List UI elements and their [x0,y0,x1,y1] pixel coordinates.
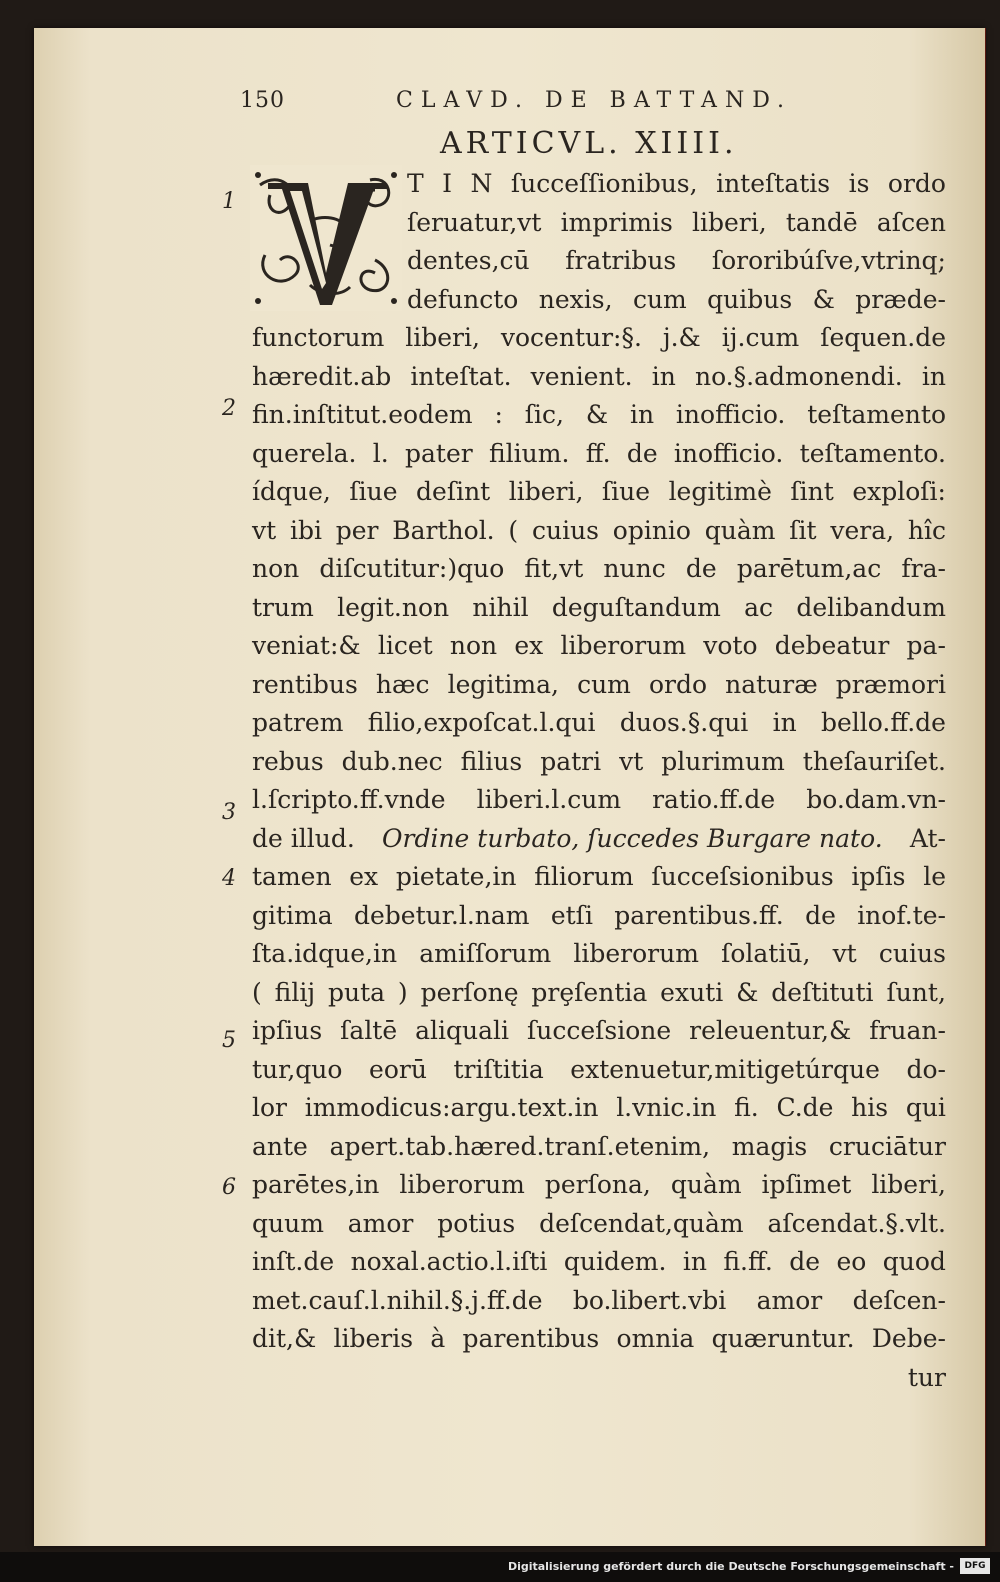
page-header [240,88,960,122]
catchword: tur [907,1362,946,1392]
word: filius [460,746,523,776]
word: inofficio. [673,438,784,468]
word: l. [372,438,389,468]
word: veniat:& [252,631,361,660]
word: ipſis [851,862,906,891]
word: vera, [830,515,895,545]
word: hæc [375,669,430,699]
word: bo.libert.vbi [572,1285,727,1315]
body-text [252,165,946,1397]
word: ſiue [601,477,651,506]
word: fi. [734,1093,759,1122]
word: naturæ [725,669,818,699]
word: duos.§.qui [619,708,749,737]
word: filio,expoſcat.l.qui [367,708,596,737]
word: ex [349,862,379,891]
word: liberorum [573,939,699,968]
word: pater [405,438,473,468]
text-line [252,666,946,705]
word: nihil [472,592,529,622]
word: theſauriſet. [802,746,946,776]
word: vocentur:§. [500,323,642,352]
word: legitima, [447,669,559,699]
word: quàm [670,1170,742,1199]
word: filiorum [534,862,634,891]
text-line [252,897,946,936]
word: ordo [887,169,946,198]
word: ) [397,977,408,1007]
word: in [921,361,946,391]
text-line [252,550,946,589]
word: patrem [252,708,344,737]
word: ex [514,631,544,660]
word: deſint [416,477,491,506]
text-line [252,589,946,628]
word: ratio.ff.de [652,785,776,814]
digitization-footer [0,1552,1000,1582]
text-line [252,743,946,782]
word: liberi, [692,207,767,237]
word: hîc [907,515,946,545]
article-title: ARTICVL. XIIII. [440,126,738,161]
word: amor [347,1208,414,1238]
word: dub.nec [341,746,443,776]
word: diſcutitur:)quo [319,554,505,583]
word: præde- [855,284,946,314]
word: ſucceſsione [527,1016,672,1045]
italic-verse: Ordine turbato, ſuccedes Burgare nato. [382,823,883,853]
text-line [252,242,946,281]
text-line [252,781,946,820]
word: N [470,169,493,198]
word: ſeruatur,vt [407,207,542,237]
word: teſtamento. [799,438,946,468]
word: nunc [603,554,666,583]
text-line [252,1012,946,1051]
word: quidem. [563,1247,667,1276]
word: ſiue [349,477,398,506]
word: aliquali [415,1016,510,1045]
word: deſcendat,quàm [539,1208,744,1238]
text-line [252,281,946,320]
word: liberi, [508,477,584,506]
word: parētes,in [252,1170,380,1199]
word: triſtitia [453,1054,544,1084]
text-segment: de illud. [252,823,355,853]
text-line [252,165,946,204]
text-segment: At- [909,823,946,853]
word: potius [437,1208,516,1238]
word: ſequen.de [820,323,946,352]
word: fratribus [565,246,677,275]
word: & [585,400,609,429]
word: ff. [585,438,611,468]
text-line [252,396,946,435]
word: le [923,862,946,891]
word: Debe- [871,1324,946,1353]
word: voto [703,631,758,660]
word: defuncto [407,284,519,314]
dfg-logo: DFG [960,1558,990,1574]
word: bo.dam.vn- [806,785,946,814]
word: qui [905,1093,946,1122]
text-line [252,358,946,397]
text-line [252,1051,946,1090]
word: tur,quo [252,1054,343,1084]
word: magis [731,1131,808,1161]
word: filij [274,977,316,1007]
word: ( [252,977,262,1007]
text-line [252,1320,946,1359]
word: pietate,in [395,862,517,891]
word: liberi, [405,323,480,352]
word: prȩſentia [531,977,648,1007]
word: ſit [789,515,817,545]
word: cruciātur [828,1131,946,1161]
word: tamen [252,862,332,891]
word: perſona, [544,1170,651,1199]
word: inteſtatis [716,169,831,198]
text-line [252,974,946,1013]
word: hæredit.ab [252,361,392,391]
word: vt [619,746,644,776]
margin-number-4: 4 [222,866,236,891]
word: præmori [835,669,946,699]
word: à [430,1324,446,1353]
word: ſororibúſve,vtrinq; [711,246,946,275]
word: querela. [252,438,357,468]
margin-number-2: 2 [222,396,236,421]
word: ſucceſſionibus, [510,169,698,198]
word: fruan- [869,1016,946,1045]
margin-number-5: 5 [222,1028,236,1053]
word: inteſtat. [410,361,512,391]
word: amor [756,1285,823,1315]
word: de [805,900,836,930]
word: his [851,1093,889,1122]
text-line [252,435,946,474]
word: fra- [901,554,946,583]
word: amiſſorum [419,939,552,968]
word: & [812,284,835,314]
word: dentes,cū [407,246,530,275]
word: pa- [906,631,946,660]
text-line [252,319,946,358]
text-line-with-verse [252,820,946,859]
word: & [736,977,759,1007]
word: bello.ff.de [821,708,946,737]
word: omnia [616,1324,695,1353]
word: trum [252,592,314,622]
word: releuentur,& [689,1016,852,1045]
word: imprimis [560,207,673,237]
word: delibandum [796,592,946,622]
word: functorum [252,323,385,352]
text-line [252,473,946,512]
word: in [772,708,797,737]
word: l.ſcripto.ff.vnde [252,785,446,814]
running-head: CLAVD. DE BATTAND. [396,88,793,113]
word: in [629,400,655,429]
word: liberorum [399,1170,525,1199]
word: ij.cum [721,323,800,352]
word: ordo [648,669,708,699]
word: ipſius [252,1016,323,1045]
text-line [252,935,946,974]
text-line [252,1128,946,1167]
margin-number-1: 1 [222,189,236,214]
word: fi.ff. [723,1247,773,1276]
word: tandē [785,207,858,237]
word: exuti [660,977,724,1007]
word: de [685,554,717,583]
word: no.§.admonendi. [694,361,903,391]
word: ipſimet [761,1170,852,1199]
word: j.& [662,323,701,352]
word: non [449,631,498,660]
word: venient. [530,361,633,391]
word: non [252,554,300,583]
word: exploſi: [852,477,946,506]
word: fit,vt [524,554,584,583]
word: gitima [252,900,333,930]
word: apert.tab.hæred.tranſ.etenim, [329,1131,711,1161]
word: aſcen [876,207,946,237]
word: inofficio. [675,400,786,429]
word: liberi.l.cum [476,785,622,814]
word: ac [744,592,774,622]
word: liberi, [871,1170,946,1199]
word: debetur.l.nam [353,900,530,930]
word: : [494,400,503,429]
word: deſcen- [852,1285,946,1315]
word: immodicus:argu.text.in [304,1093,599,1122]
word: eorū [369,1054,427,1084]
word: do- [906,1054,946,1084]
word: licet [377,631,433,660]
word: teſtamento [807,400,946,429]
margin-number-3: 3 [222,800,236,825]
word: eo [836,1247,867,1276]
word: etſi [550,900,593,930]
word: quàm [704,515,776,545]
word: cum [577,669,631,699]
text-line [252,858,946,897]
word: aſcendat.§.vlt. [767,1208,946,1238]
word: vt [252,515,277,545]
word: perſonę [420,977,519,1007]
word: de [789,1247,821,1276]
word: lor [252,1093,287,1122]
word: in [651,361,676,391]
word: T [407,169,424,198]
word: C.de [776,1093,834,1122]
word: debeatur [774,631,890,660]
word: ſunt, [886,977,946,1007]
word: cuius [878,939,946,968]
word: nexis, [538,284,613,314]
text-line [252,1205,946,1244]
word: parentibus.ff. [614,900,784,930]
word: inof.te- [857,900,946,930]
word: dit,& [252,1324,317,1353]
text-line [252,1089,946,1128]
margin-number-6: 6 [222,1175,236,1200]
word: met.cauſ.l.nihil.§.j.ff.de [252,1285,543,1315]
word: quod [882,1247,946,1276]
word: vt [832,939,857,968]
word: inſt.de [252,1247,335,1276]
word: cuius [531,515,599,545]
word: ſaltē [340,1016,398,1045]
word: ibi [289,515,322,545]
footer-credit: Digitalisierung gefördert durch die Deutsche Forschungsgemeinschaft - [507,1560,954,1573]
word: cum [632,284,687,314]
word: quum [252,1208,324,1238]
word: rentibus [252,669,358,699]
text-line [252,204,946,243]
text-line [252,704,946,743]
text-line [252,512,946,551]
text-line [252,627,946,666]
page-number: 150 [240,88,285,113]
word: noxal.actio.l.iſti [350,1247,548,1276]
word: liberis [333,1324,414,1353]
word: ídque, [252,477,331,506]
word: ( [508,515,519,545]
word: deſtituti [771,977,874,1007]
word: ſic, [524,400,564,429]
word: legit.non [337,592,450,622]
word: ante [252,1131,308,1161]
word: opinio [612,515,691,545]
word: patri [540,746,602,776]
word: parētum,ac [736,554,882,583]
word: filium. [489,438,570,468]
word: ſta.idque,in [252,939,398,968]
word: legitimè [668,477,772,506]
text-line [252,1166,946,1205]
word: per [335,515,379,545]
word: Barthol. [392,515,495,545]
word: quibus [707,284,793,314]
word: l.vnic.in [616,1093,717,1122]
word: de [626,438,658,468]
word: ſucceſsionibus [651,862,834,891]
text-line [252,1282,946,1321]
word: puta [327,977,386,1007]
word: rebus [252,746,324,776]
text-line [252,1243,946,1282]
word: ſolatiū, [721,939,811,968]
word: parentibus [462,1324,600,1353]
word: quæruntur. [711,1324,855,1353]
word: extenuetur,mitigetúrque [570,1054,880,1084]
word: in [682,1247,707,1276]
word: ſint [790,477,834,506]
word: is [848,169,870,198]
word: fin.inſtitut.eodem [252,400,473,429]
word: liberorum [560,631,687,660]
word: plurimum [661,746,785,776]
word: I [442,169,453,198]
word: deguſtandum [551,592,721,622]
